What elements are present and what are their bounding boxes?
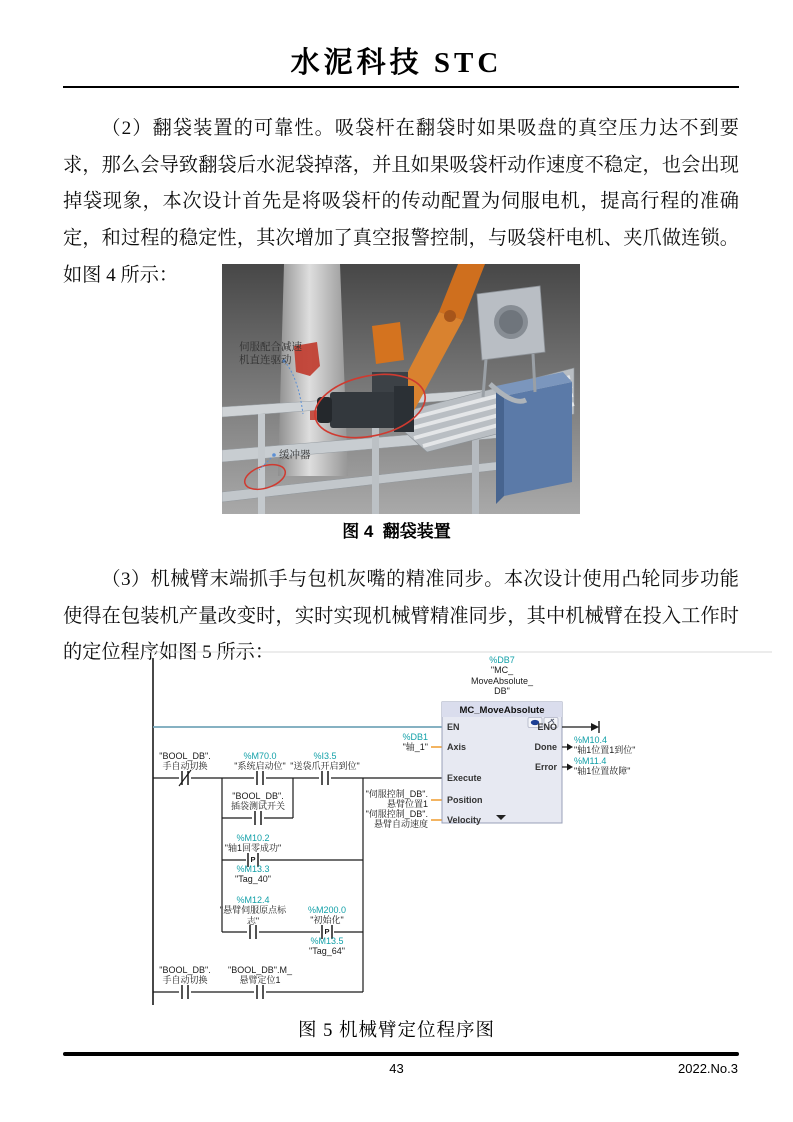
machinery-illustration bbox=[222, 264, 580, 514]
servo-motor-body bbox=[330, 392, 396, 428]
pin-velocity: Velocity bbox=[447, 815, 482, 825]
photo-label-servo-1: 伺服配合减速 bbox=[239, 341, 302, 353]
error-arrow bbox=[567, 764, 573, 771]
journal-title: 水泥科技 STC bbox=[290, 47, 503, 79]
photo-label-servo-2: 机直连驱动 bbox=[239, 354, 292, 366]
block-title: MC_MoveAbsolute bbox=[459, 705, 545, 716]
contact-label-arm-position1: "BOOL_DB".M_ 悬臂定位1 bbox=[228, 965, 292, 986]
contact-label-system-start: %M70.0 "系统启动位" bbox=[234, 751, 286, 772]
footer-rule bbox=[63, 1052, 739, 1056]
arm-joint bbox=[444, 310, 456, 322]
io-label-done: %M10.4 "轴1位置1到位" bbox=[574, 735, 636, 756]
contact-label-claw-open: %I3.5 "送袋爪开启到位" bbox=[290, 751, 360, 772]
orange-bracket bbox=[372, 322, 404, 364]
contact-label-initialize: %M200.0 "初始化" bbox=[307, 905, 347, 926]
paragraph-bag-flip-device: （2）翻袋装置的可靠性。吸袋杆在翻袋时如果吸盘的真空压力达不到要求，那么会导致翻袋后水泥袋掉落，并且如果吸袋杆动作速度不稳定，也会出现掉袋现象，本次设计首先是将吸袋杆的传动配置为伺服电机，提高行程的准确定，和过程的稳定性，其次增加了真空报警控制，与吸袋杆电机、夹爪做连锁。如图 4 所示： bbox=[63, 118, 739, 286]
blue-cabinet-side bbox=[496, 386, 504, 504]
pin-eno: ENO bbox=[537, 722, 557, 732]
eno-arrow bbox=[591, 723, 599, 731]
pin-position: Position bbox=[447, 795, 483, 805]
contact-label-bag-test-switch: "BOOL_DB". 插袋测试开关 bbox=[230, 791, 286, 812]
contact-label-servo-origin-flag: %M12.4 "悬臂伺服原点标 志" bbox=[219, 895, 287, 926]
issue-number: 2022.No.3 bbox=[678, 1061, 738, 1076]
contact-label-axis-home-ok: %M10.2 "轴1回零成功" bbox=[224, 833, 282, 854]
db-name-line1: "MC_ bbox=[490, 665, 514, 676]
contact-label-tag40: %M13.3 "Tag_40" bbox=[235, 864, 271, 885]
io-label-axis: %DB1 "轴_1" bbox=[402, 732, 428, 753]
p-edge-contact: P bbox=[250, 855, 256, 864]
pin-done: Done bbox=[534, 742, 557, 752]
done-arrow bbox=[567, 744, 573, 751]
io-label-position: "伺服控制_DB". 悬臂位置1 bbox=[365, 789, 428, 810]
guide-rod bbox=[533, 354, 535, 392]
db-address: %DB7 bbox=[489, 655, 515, 665]
contact-label-manual-auto-2: "BOOL_DB". 手自动切换 bbox=[159, 965, 211, 986]
pin-error: Error bbox=[534, 762, 557, 772]
pin-axis: Axis bbox=[447, 742, 467, 752]
p-edge-contact: P bbox=[324, 927, 330, 936]
io-label-error: %M11.4 "轴1位置故障" bbox=[574, 756, 631, 777]
db-name-line3: DB" bbox=[494, 686, 510, 697]
leader-dot bbox=[272, 453, 276, 457]
figure5-caption: 图 5 机械臂定位程序图 bbox=[297, 1021, 495, 1041]
page-number: 43 bbox=[389, 1061, 404, 1076]
db-name-line2: MoveAbsolute_ bbox=[470, 675, 534, 686]
paragraph-robot-arm-sync: （3）机械臂末端抓手与包机灰嘴的精准同步。本次设计使用凸轮同步功能使得在包装机产量改变时，实时实现机械臂精准同步，其中机械臂在投入工作时的定位程序如图 5 所示： bbox=[63, 569, 739, 664]
figure4-photo bbox=[222, 264, 580, 514]
io-label-velocity: "伺服控制_DB". 悬臂自动速度 bbox=[365, 809, 428, 830]
plate-hole-inner bbox=[499, 310, 523, 334]
frame-leg bbox=[258, 414, 265, 514]
figure5-ladder-diagram bbox=[140, 650, 785, 1020]
figure4-caption: 图 4 翻袋装置 bbox=[342, 522, 451, 541]
block-db-label bbox=[471, 655, 533, 697]
pin-execute: Execute bbox=[447, 773, 482, 783]
contact-label-manual-auto: "BOOL_DB". 手自动切换 bbox=[159, 751, 211, 772]
contact-label-tag64: %M13.5 "Tag_64" bbox=[309, 936, 345, 957]
header-rule bbox=[63, 86, 739, 88]
pin-en: EN bbox=[447, 722, 460, 732]
param-wires bbox=[431, 747, 442, 820]
photo-label-buffer: 缓冲器 bbox=[279, 449, 311, 461]
